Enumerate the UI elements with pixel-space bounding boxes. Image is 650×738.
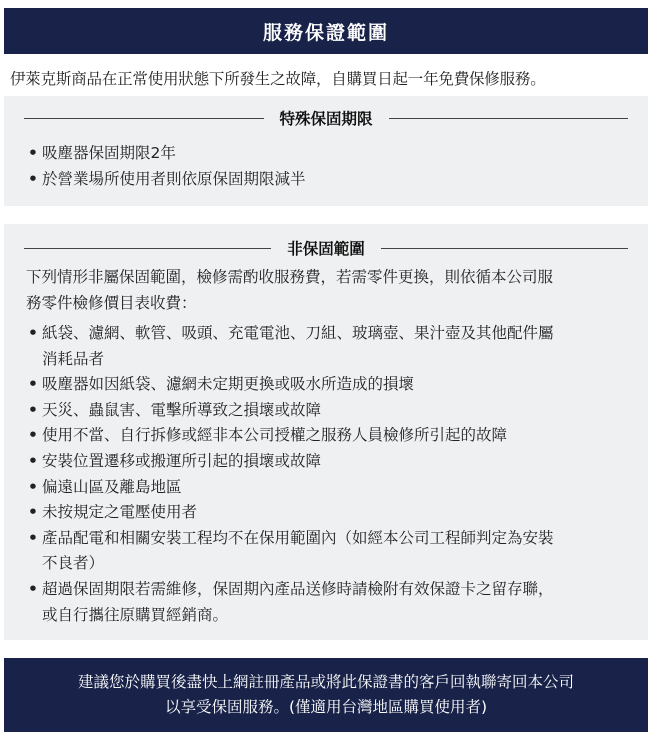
divider-line-right [389,118,629,119]
bullet-dot: • [28,144,38,162]
list-item: • 紙袋、濾網、軟管、吸頭、充電電池、刀組、玻璃壺、果汁壺及其他配件屬 消耗品者 [26,321,554,372]
bullet-dot: • [28,503,38,522]
list-item: • 吸塵器保固期限2年 [26,141,306,167]
bullet-dot: • [28,579,38,598]
footer-line-2: 以享受保固服務。(僅適用台灣地區購買使用者) [164,698,488,716]
divider-line-right [381,248,628,249]
list-item: • 偏遠山區及離島地區 [26,475,554,501]
divider-line-left [24,248,271,249]
non-warranty-description: 下列情形非屬保固範圍，檢修需酌收服務費，若需零件更換，則依循本公司服 務零件檢修價目表收費： [26,268,554,312]
bullet-dot: • [28,426,38,445]
special-warranty-list [26,141,306,192]
page-title: 服務保證範圍 [262,21,389,44]
divider-line-left [24,118,264,119]
footer-line-1: 建議您於購買後盡快上網註冊產品或將此保證書的客戶回執聯寄回本公司 [77,673,574,691]
special-warranty-panel [4,96,648,206]
special-warranty-heading [24,106,628,130]
bullet-dot: • [28,169,38,188]
list-item: • 吸塵器如因紙袋、濾網未定期更換或吸水所造成的損壞 [26,372,554,398]
bullet-dot: • [28,528,38,547]
bullet-dot: • [28,400,38,419]
bullet-dot: • [28,451,38,470]
header-banner [4,8,648,54]
list-item: • 使用不當、自行拆修或經非本公司授權之服務人員檢修所引起的故障 [26,423,554,449]
list-item: • 天災、蟲鼠害、電擊所導致之損壞或故障 [26,398,554,424]
bullet-dot: • [28,477,38,496]
intro-text: 伊萊克斯商品在正常使用狀態下所發生之故障，自購買日起一年免費保修服務。 [10,70,546,88]
list-item: • 未按規定之電壓使用者 [26,500,554,526]
list-item: • 於營業場所使用者則依原保固期限減半 [26,167,306,193]
non-warranty-list [26,321,554,628]
non-warranty-panel [4,224,648,640]
list-item: • 產品配電和相關安裝工程均不在保用範圍內（如經本公司工程師判定為安裝 不良者） [26,526,554,577]
bullet-dot: • [28,324,38,342]
list-item: • 安裝位置遷移或搬運所引起的損壞或故障 [26,449,554,475]
special-warranty-title: 特殊保固期限 [279,110,373,128]
bullet-dot: • [28,375,38,394]
non-warranty-heading [24,236,628,260]
non-warranty-title: 非保固範圍 [287,240,365,258]
list-item: • 超過保固期限若需維修，保固期內產品送修時請檢附有效保證卡之留存聯， 或自行攜往原購買經銷商。 [26,577,554,628]
footer-banner [4,658,648,732]
